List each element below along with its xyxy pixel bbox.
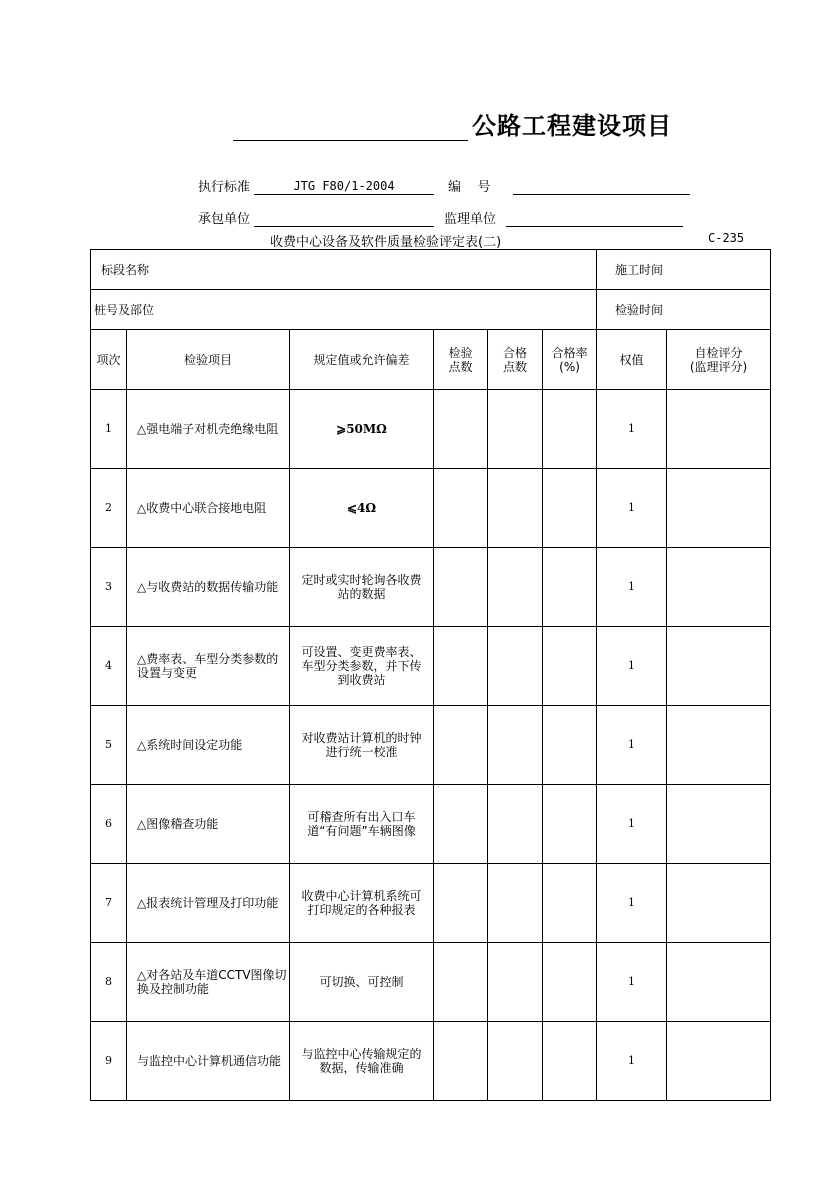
row-weight: 1 [597,469,667,548]
row-item: 与监控中心计算机通信功能 [127,1022,290,1101]
row-item: △图像稽查功能 [127,785,290,864]
row-index: 3 [91,548,127,627]
section-row [91,250,771,290]
row-weight: 1 [597,1022,667,1101]
row-passed[interactable] [488,390,543,469]
row-weight: 1 [597,785,667,864]
page-title: 公路工程建设项目 [472,112,672,140]
row-points[interactable] [434,627,488,706]
row-item: △与收费站的数据传输功能 [127,548,290,627]
row-index: 2 [91,469,127,548]
col-spec-header: 规定值或允许偏差 [290,330,434,390]
standard-field[interactable]: JTG F80/1-2004 [254,178,434,195]
column-header-row [91,330,771,390]
title-area [233,110,672,141]
table-row [91,785,771,864]
col-rate-header: 合格率 (%) [543,330,597,390]
row-score[interactable] [667,1022,771,1101]
row-spec: 可稽查所有出入口车道“有问题”车辆图像 [290,785,434,864]
row-weight: 1 [597,548,667,627]
row-passed[interactable] [488,864,543,943]
row-weight: 1 [597,627,667,706]
row-score[interactable] [667,706,771,785]
row-item: △报表统计管理及打印功能 [127,864,290,943]
table-row [91,548,771,627]
project-name-blank[interactable] [233,110,468,141]
table-row [91,943,771,1022]
form-title: 收费中心设备及软件质量检验评定表(二) [270,235,502,250]
row-passed[interactable] [488,706,543,785]
row-rate[interactable] [543,785,597,864]
col-score-header: 自检评分 (监理评分) [667,330,771,390]
table-row [91,627,771,706]
contractor-label: 承包单位 [198,212,251,227]
row-rate[interactable] [543,469,597,548]
row-passed[interactable] [488,469,543,548]
table-row [91,390,771,469]
row-index: 5 [91,706,127,785]
row-spec: 对收费站计算机的时钟进行统一校准 [290,706,434,785]
col-points-header: 检验 点数 [434,330,488,390]
row-index: 4 [91,627,127,706]
row-passed[interactable] [488,943,543,1022]
standard-label: 执行标准 [198,180,251,195]
row-points[interactable] [434,943,488,1022]
row-passed[interactable] [488,785,543,864]
row-rate[interactable] [543,706,597,785]
row-index: 7 [91,864,127,943]
col-item-header: 检验项目 [127,330,290,390]
row-points[interactable] [434,390,488,469]
row-score[interactable] [667,469,771,548]
row-rate[interactable] [543,548,597,627]
row-points[interactable] [434,706,488,785]
row-spec: ⩽4Ω [290,469,434,548]
number-field[interactable] [513,178,690,195]
form-code: C-235 [708,231,745,245]
row-score[interactable] [667,627,771,706]
inspection-time-label: 检验时间 [615,302,664,317]
row-passed[interactable] [488,1022,543,1101]
construction-time-cell[interactable] [597,250,771,290]
row-index: 1 [91,390,127,469]
number-label: 编 号 [448,180,491,195]
row-points[interactable] [434,1022,488,1101]
row-spec: ⩾50MΩ [290,390,434,469]
section-cell[interactable] [91,250,597,290]
row-points[interactable] [434,469,488,548]
row-points[interactable] [434,548,488,627]
supervisor-field[interactable] [506,210,683,227]
row-spec: 可设置、变更费率表、车型分类参数，并下传到收费站 [290,627,434,706]
row-rate[interactable] [543,943,597,1022]
col-weight-header: 权值 [597,330,667,390]
row-passed[interactable] [488,548,543,627]
row-index: 6 [91,785,127,864]
row-item: △费率表、车型分类参数的设置与变更 [127,627,290,706]
row-spec: 收费中心计算机系统可打印规定的各种报表 [290,864,434,943]
row-item: △强电端子对机壳绝缘电阻 [127,390,290,469]
row-item: △系统时间设定功能 [127,706,290,785]
table-row [91,469,771,548]
inspection-table [90,249,771,1101]
row-score[interactable] [667,390,771,469]
section-label: 标段名称 [101,262,150,277]
supervisor-label: 监理单位 [444,212,497,227]
col-index-header: 项次 [91,330,127,390]
row-passed[interactable] [488,627,543,706]
row-rate[interactable] [543,1022,597,1101]
row-score[interactable] [667,785,771,864]
row-score[interactable] [667,943,771,1022]
station-cell[interactable] [91,290,597,330]
contractor-field[interactable] [254,210,434,227]
table-row [91,706,771,785]
table-body [91,390,771,1101]
construction-time-label: 施工时间 [615,262,664,277]
row-rate[interactable] [543,390,597,469]
standard-row [198,176,690,195]
row-weight: 1 [597,864,667,943]
contractor-row [198,208,683,227]
row-score[interactable] [667,548,771,627]
col-passed-header: 合格 点数 [488,330,543,390]
row-points[interactable] [434,785,488,864]
row-spec: 与监控中心传输规定的数据，传输准确 [290,1022,434,1101]
row-score[interactable] [667,864,771,943]
station-label: 桩号及部位 [94,302,155,317]
row-spec: 可切换、可控制 [290,943,434,1022]
row-item: △收费中心联合接地电阻 [127,469,290,548]
row-rate[interactable] [543,627,597,706]
row-weight: 1 [597,943,667,1022]
row-weight: 1 [597,706,667,785]
row-weight: 1 [597,390,667,469]
table-row [91,864,771,943]
row-index: 8 [91,943,127,1022]
table-row [91,1022,771,1101]
row-item: △对各站及车道CCTV图像切换及控制功能 [127,943,290,1022]
inspection-time-cell[interactable] [597,290,771,330]
row-points[interactable] [434,864,488,943]
station-row [91,290,771,330]
row-spec: 定时或实时轮询各收费站的数据 [290,548,434,627]
row-index: 9 [91,1022,127,1101]
row-rate[interactable] [543,864,597,943]
